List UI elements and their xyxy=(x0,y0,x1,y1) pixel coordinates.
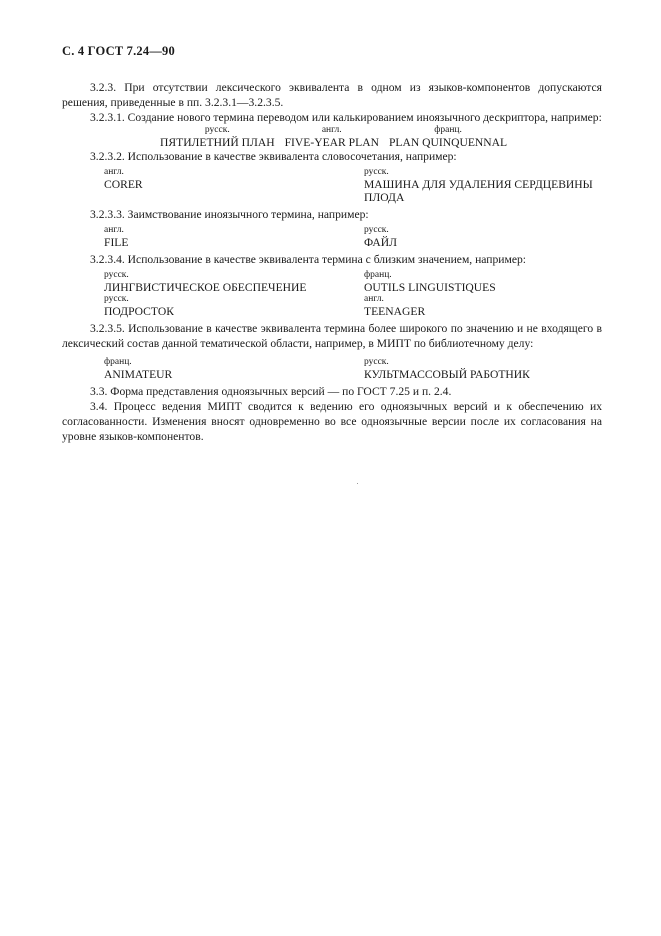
example-5 xyxy=(104,357,602,381)
lang-label: русск. xyxy=(204,125,230,135)
example-1 xyxy=(160,125,602,149)
paragraph-3-2-3: 3.2.3. При отсутствии лексического эквивалента в одном из языков-компонентов допускаются решения, приведенные в пп. 3.2.3.1—3.2.3.5. xyxy=(62,81,602,109)
page-header: С. 4 ГОСТ 7.24—90 xyxy=(62,44,175,58)
term: ПЯТИЛЕТНИЙ ПЛАН xyxy=(160,136,275,149)
term: CORER xyxy=(104,178,143,191)
paragraph-3-2-3-4: 3.2.3.4. Использование в качестве эквивалента термина с близким значением, например: xyxy=(90,253,526,266)
paragraph-3-2-3-3: 3.2.3.3. Заимствование иноязычного термина, например: xyxy=(90,208,369,221)
document-body xyxy=(62,80,602,444)
example-4a xyxy=(104,270,602,294)
paragraph-3-3: 3.3. Форма представления одноязычных версий — по ГОСТ 7.25 и п. 2.4. xyxy=(90,385,452,398)
term: OUTILS LINGUISTIQUES xyxy=(364,281,496,294)
term: TEENAGER xyxy=(364,305,426,318)
term: PLAN QUINQUENNAL xyxy=(388,136,508,149)
example-2 xyxy=(104,167,602,204)
lang-label: русск. xyxy=(364,167,389,177)
term: КУЛЬТМАССОВЫЙ РАБОТНИК xyxy=(364,368,530,381)
term: ФАЙЛ xyxy=(364,236,398,249)
lang-label: англ. xyxy=(104,225,124,235)
lang-label: англ. xyxy=(104,167,124,177)
example-3 xyxy=(104,225,602,249)
speck xyxy=(357,483,358,484)
lang-label: франц. xyxy=(104,357,132,367)
lang-label: англ. xyxy=(364,294,384,304)
lang-label: русск. xyxy=(364,225,389,235)
term: ЛИНГВИСТИЧЕСКОЕ ОБЕСПЕЧЕНИЕ xyxy=(104,281,307,294)
term: МАШИНА ДЛЯ УДАЛЕНИЯ СЕРДЦЕВИНЫ ПЛОДА xyxy=(364,178,593,204)
lang-label: франц. xyxy=(364,270,392,280)
paragraph-3-2-3-5: 3.2.3.5. Использование в качестве эквивалента термина более широкого по значению и не входящего в лексический состав данной тематической области, например, в МИПТ по библиотечному делу: xyxy=(62,322,602,350)
example-1-item xyxy=(389,125,517,149)
lang-label: русск. xyxy=(364,357,389,367)
term: FILE xyxy=(104,236,129,249)
lang-label: англ. xyxy=(321,125,342,135)
term: ПОДРОСТОК xyxy=(104,305,174,318)
term: FIVE-YEAR PLAN xyxy=(284,136,379,149)
example-1-item xyxy=(160,125,285,149)
paragraph-3-2-3-2: 3.2.3.2. Использование в качестве эквивалента словосочетания, например: xyxy=(90,150,457,163)
lang-label: франц. xyxy=(434,125,462,135)
lang-label: русск. xyxy=(104,294,129,304)
paragraph-3-2-3-1: 3.2.3.1. Создание нового термина переводом или калькированием иноязычного дескриптора, например: xyxy=(90,111,602,124)
example-4b xyxy=(104,294,602,318)
lang-label: русск. xyxy=(104,270,129,280)
paragraph-3-4: 3.4. Процесс ведения МИПТ сводится к ведению его одноязычных версий и к обеспечению их согласованности. Изменения вносят одновременно во все одноязычные версии после их согласования на уровне языков-компонентов. xyxy=(62,400,602,443)
example-1-item xyxy=(285,125,389,149)
term: ANIMATEUR xyxy=(104,368,173,381)
